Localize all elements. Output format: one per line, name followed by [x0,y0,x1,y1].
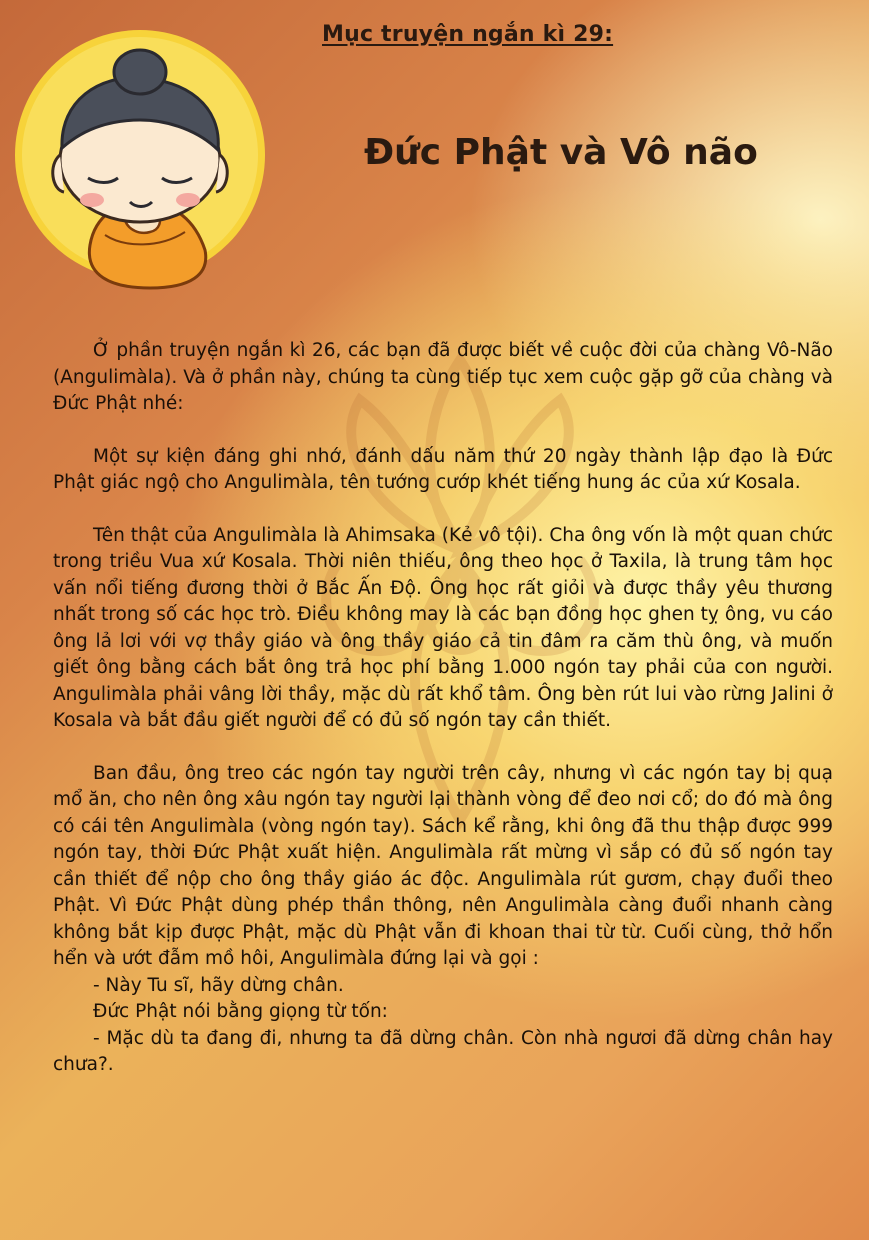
series-label: Mục truyện ngắn kì 29: [322,22,614,47]
paragraph: Ban đầu, ông treo các ngón tay người trên cây, nhưng vì các ngón tay bị quạ mổ ăn, cho nên ông xâu ngón tay người lại thành vòng để đeo nơi cổ; do đó mà ông có cái tên Angulimàla (vòng ngón tay). Sách kể rằng, khi ông đã thu thập được 999 ngón tay, thời Đức Phật xuất hiện. Angulimàla rất mừng vì sắp có đủ số ngón tay cần thiết để nộp cho ông thầy giáo ác độc. Angulimàla rút gươm, chạy đuổi theo Phật. Vì Đức Phật dùng phép thần thông, nên Angulimàla càng đuổi nhanh càng không bắt kịp được Phật, mặc dù Phật vẫn đi khoan thai từ từ. Cuối cùng, thở hổn hển và ướt đẫm mồ hôi, Angulimàla đứng lại và gọi : [53,762,833,969]
dialogue-line: - Mặc dù ta đang đi, nhưng ta đã dừng chân. Còn nhà ngươi đã dừng chân hay chưa?. [53,1027,833,1075]
paragraph: Tên thật của Angulimàla là Ahimsaka (Kẻ vô tội). Cha ông vốn là một quan chức trong triều Vua xứ Kosala. Thời niên thiếu, ông theo học ở Taxila, là trung tâm học vấn nổi tiếng đương thời ở Bắc Ấn Độ. Ông học rất giỏi và được thầy yêu thương nhất trong số các học trò. Điều không may là các bạn đồng học ghen tỵ ông, vu cáo ông lả lơi với vợ thầy giáo và ông thầy giáo cả tin đâm ra căm thù ông, và muốn giết ông bằng cách bắt ông trả học phí bằng 1.000 ngón tay phải của con người. Angulimàla phải vâng lời thầy, mặc dù rất khổ tâm. Ông bèn rút lui vào rừng Jalini ở Kosala và bắt đầu giết người để có đủ số ngón tay cần thiết. [53,524,833,731]
dialogue-line: Đức Phật nói bằng giọng từ tốn: [93,1001,388,1022]
paragraph: Ở phần truyện ngắn kì 26, các bạn đã được biết về cuộc đời của chàng Vô-Não (Angulimàla). Và ở phần này, chúng ta cùng tiếp tục xem cuộc gặp gỡ của chàng và Đức Phật nhé: [53,340,833,414]
page-title: Đức Phật và Vô não [364,132,758,173]
dialogue-line: - Này Tu sĩ, hãy dừng chân. [93,974,344,996]
buddha-mascot-icon [0,20,270,300]
paragraph: Một sự kiện đáng ghi nhớ, đánh dấu năm thứ 20 ngày thành lập đạo là Đức Phật giác ngộ cho Angulimàla, tên tướng cướp khét tiếng hung ác của xứ Kosala. [53,445,833,493]
story-body [53,338,833,1079]
